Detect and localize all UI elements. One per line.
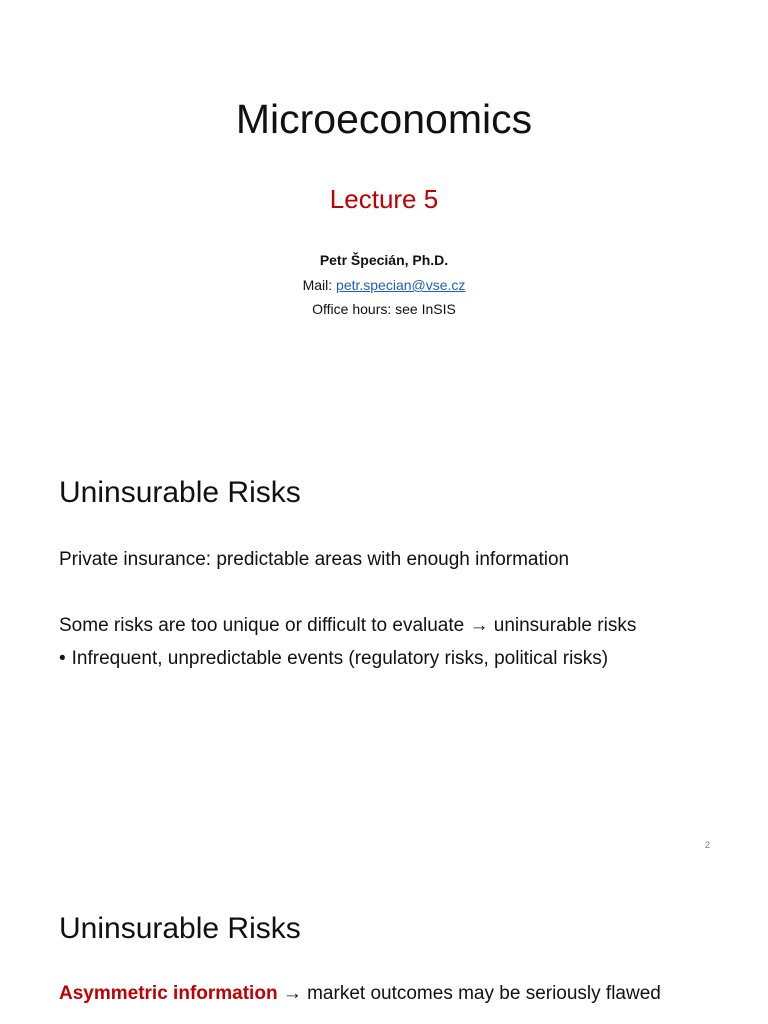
office-hours: Office hours: see InSIS <box>312 301 456 317</box>
slide-uninsurable-risks-1 <box>0 440 768 870</box>
emphasis-term: Asymmetric information <box>59 983 278 1004</box>
body-line: Some risks are too unique or difficult to evaluate → uninsurable risks <box>59 615 637 636</box>
bullet-item <box>59 648 608 670</box>
body-line <box>59 983 661 1005</box>
mail-label: Mail: <box>302 277 337 293</box>
bullet-text: Infrequent, unpredictable events (regulatory risks, political risks) <box>71 648 609 669</box>
slide-heading: Uninsurable Risks <box>59 476 301 509</box>
slide-heading: Uninsurable Risks <box>59 912 301 945</box>
lecture-subtitle: Lecture 5 <box>329 184 439 214</box>
slide-main-title: Microeconomics <box>235 96 533 142</box>
page-number: 2 <box>704 840 710 850</box>
email-link[interactable]: petr.specian@vse.cz <box>336 277 466 293</box>
bullet-icon: • <box>59 648 66 669</box>
slide-title <box>0 0 768 440</box>
author-name: Petr Špecián, Ph.D. <box>319 252 449 268</box>
slide-uninsurable-risks-2 <box>0 870 768 1024</box>
body-line-rest: → market outcomes may be seriously flawed <box>277 983 661 1004</box>
mail-line <box>0 277 768 293</box>
body-line: Private insurance: predictable areas with enough information <box>59 549 570 570</box>
